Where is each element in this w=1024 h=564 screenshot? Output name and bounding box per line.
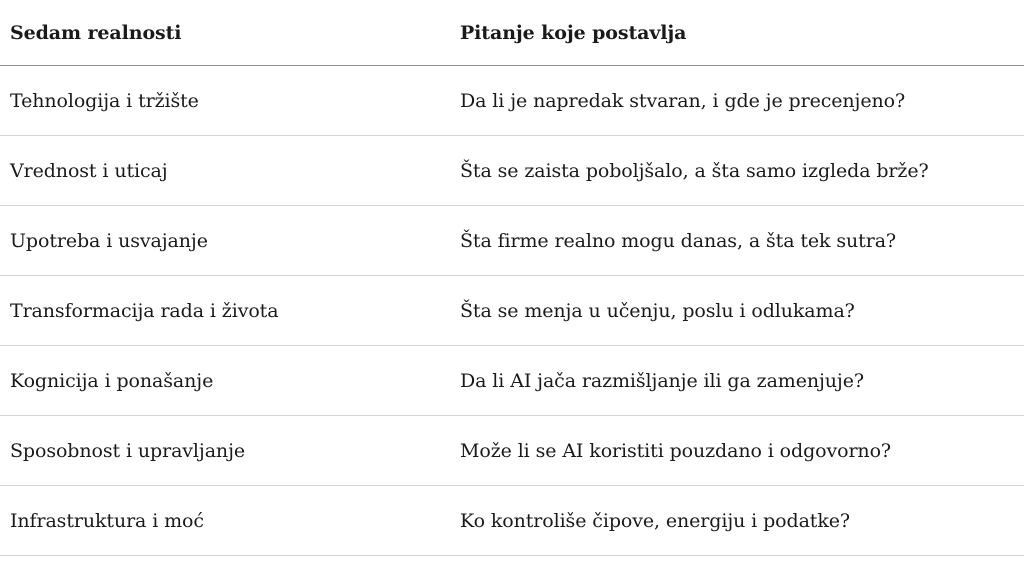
reality-name: Kognicija i ponašanje [10, 369, 214, 392]
table-row [0, 136, 1024, 206]
table-row [0, 206, 1024, 276]
reality-question: Šta se zaista poboljšalo, a šta samo izgleda brže? [460, 159, 929, 182]
reality-question: Da li je napredak stvaran, i gde je precenjeno? [460, 89, 906, 112]
reality-question: Da li AI jača razmišljanje ili ga zamenjuje? [460, 369, 864, 392]
table-row [0, 276, 1024, 346]
header-seven-realities: Sedam realnosti [10, 21, 182, 44]
reality-name: Infrastruktura i moć [10, 509, 204, 532]
reality-name: Vrednost i uticaj [10, 159, 168, 182]
table-header-row [0, 0, 1024, 66]
reality-question: Šta se menja u učenju, poslu i odlukama? [460, 299, 855, 322]
reality-question: Šta firme realno mogu danas, a šta tek sutra? [460, 229, 897, 252]
reality-question: Ko kontroliše čipove, energiju i podatke? [460, 509, 850, 532]
table-row [0, 66, 1024, 136]
header-question: Pitanje koje postavlja [460, 21, 687, 44]
table-row [0, 346, 1024, 416]
reality-question: Može li se AI koristiti pouzdano i odgovorno? [460, 439, 891, 462]
reality-name: Tehnologija i tržište [10, 89, 199, 112]
table-row [0, 416, 1024, 486]
reality-name: Sposobnost i upravljanje [10, 439, 245, 462]
reality-name: Transformacija rada i života [10, 299, 279, 322]
reality-name: Upotreba i usvajanje [10, 229, 208, 252]
table-row [0, 486, 1024, 556]
